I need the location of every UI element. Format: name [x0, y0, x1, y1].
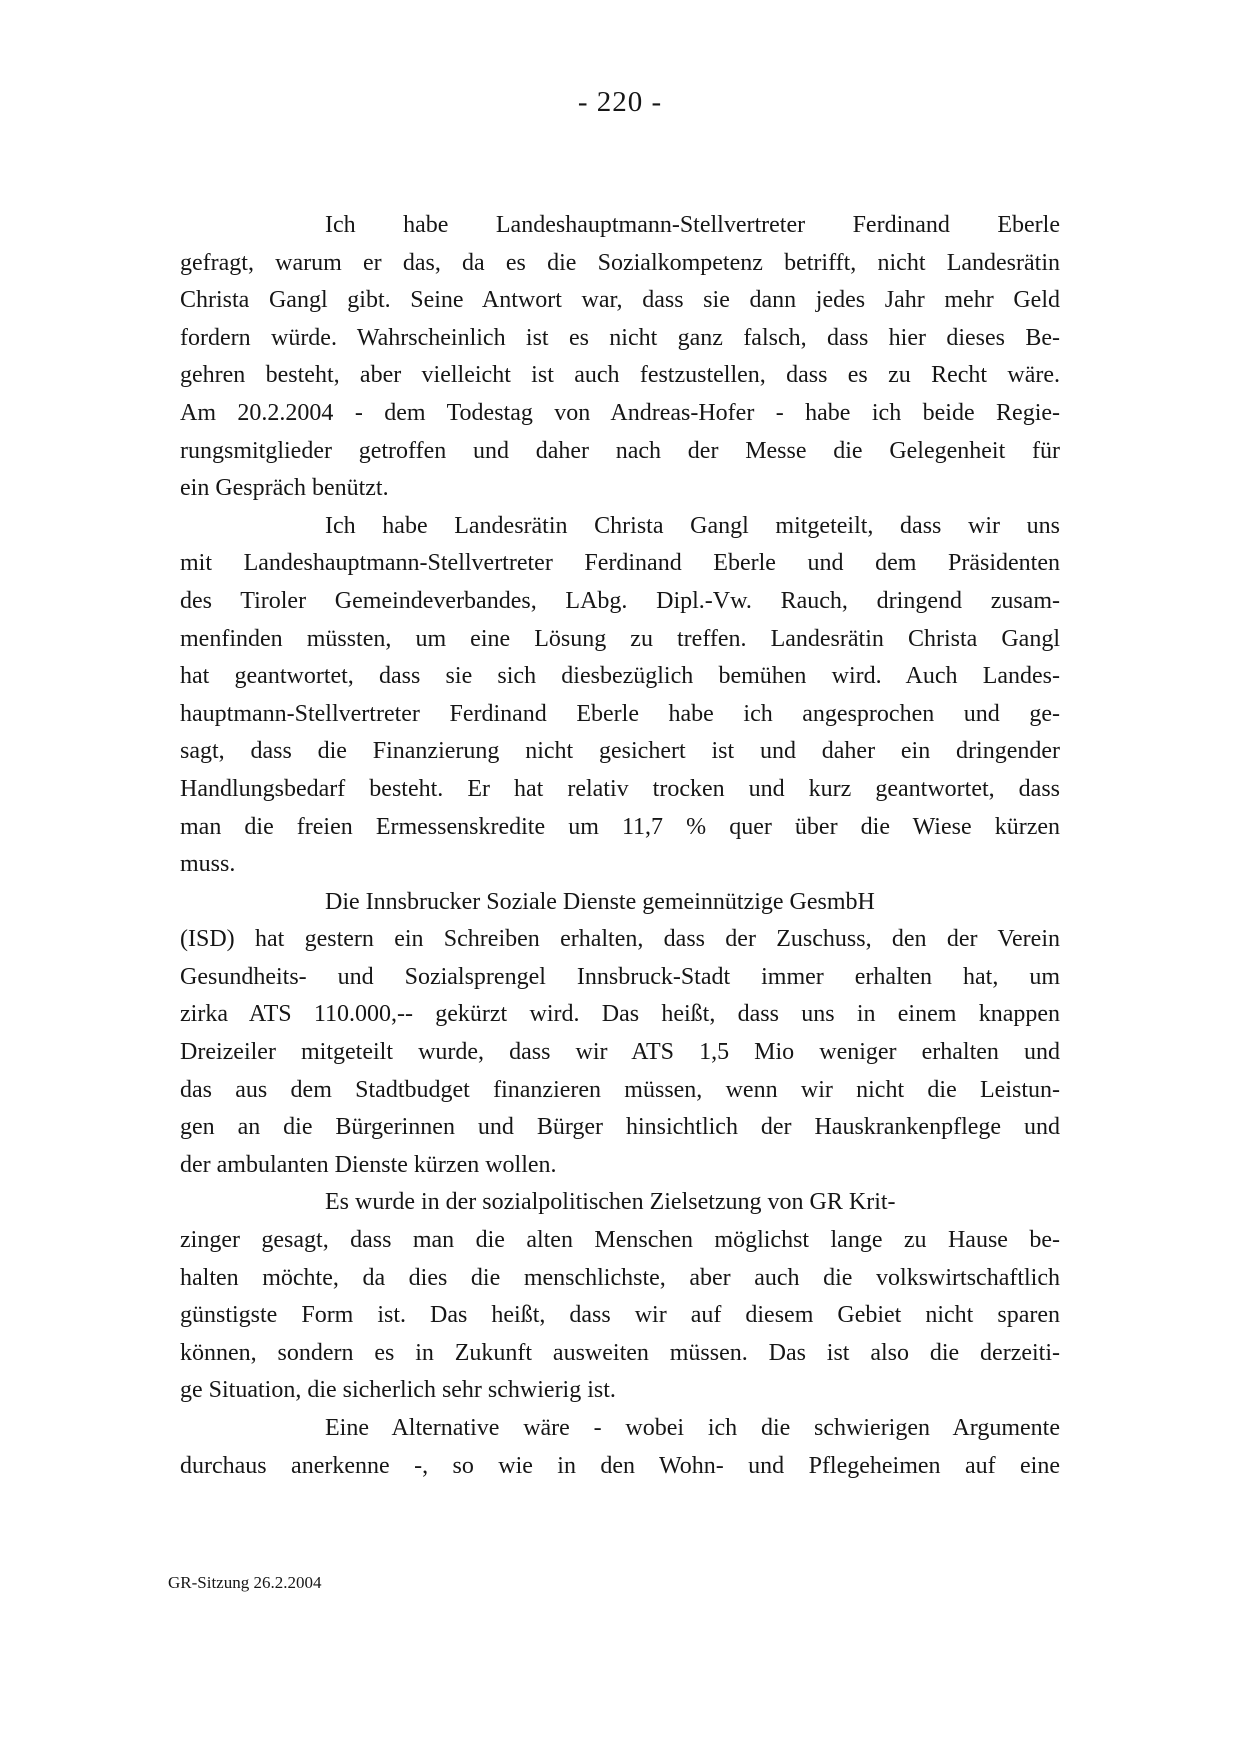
text-line: zinger gesagt, dass man die alten Menschen möglichst lange zu Hause be-	[180, 1227, 1060, 1254]
page-number: - 220 -	[577, 86, 663, 118]
text-line: Ich habe Landeshauptmann-Stellvertreter Ferdinand Eberle	[325, 212, 1060, 238]
text-line: ge Situation, die sicherlich sehr schwierig ist.	[180, 1377, 616, 1404]
text-line: Dreizeiler mitgeteilt wurde, dass wir ATS 1,5 Mio weniger erhalten und	[180, 1039, 1060, 1066]
text-line: der ambulanten Dienste kürzen wollen.	[180, 1151, 557, 1178]
paragraph	[180, 207, 1060, 508]
text-line: durchaus anerkenne -, so wie in den Wohn- und Pflegeheimen auf eine	[180, 1452, 1060, 1479]
text-line: man die freien Ermessenskredite um 11,7 % quer über die Wiese kürzen	[180, 813, 1060, 840]
text-line: fordern würde. Wahrscheinlich ist es nicht ganz falsch, dass hier dieses Be-	[180, 324, 1060, 351]
text-line: rungsmitglieder getroffen und daher nach der Messe die Gelegenheit für	[180, 437, 1060, 464]
text-line: mit Landeshauptmann-Stellvertreter Ferdinand Eberle und dem Präsidenten	[180, 550, 1060, 577]
paragraph	[180, 1410, 1060, 1485]
text-line: halten möchte, da dies die menschlichste, aber auch die volkswirtschaftlich	[180, 1264, 1060, 1291]
paragraph	[180, 508, 1060, 884]
text-line: Es wurde in der sozialpolitischen Zielsetzung von GR Krit-	[325, 1189, 896, 1216]
text-line: (ISD) hat gestern ein Schreiben erhalten, dass der Zuschuss, den der Verein	[180, 926, 1060, 953]
text-line: hauptmann-Stellvertreter Ferdinand Eberle habe ich angesprochen und ge-	[180, 700, 1060, 727]
text-line: das aus dem Stadtbudget finanzieren müssen, wenn wir nicht die Leistun-	[180, 1076, 1060, 1103]
text-line: Eine Alternative wäre - wobei ich die schwierigen Argumente	[325, 1415, 1060, 1441]
text-line: muss.	[180, 851, 236, 878]
text-line: des Tiroler Gemeindeverbandes, LAbg. Dipl.-Vw. Rauch, dringend zusam-	[180, 587, 1060, 614]
document-body	[180, 207, 1060, 1485]
paragraph	[180, 1184, 1060, 1410]
paragraph	[180, 884, 1060, 1185]
text-line: hat geantwortet, dass sie sich diesbezüglich bemühen wird. Auch Landes-	[180, 663, 1060, 690]
text-line: günstigste Form ist. Das heißt, dass wir auf diesem Gebiet nicht sparen	[180, 1302, 1060, 1329]
text-line: Christa Gangl gibt. Seine Antwort war, dass sie dann jedes Jahr mehr Geld	[180, 287, 1060, 314]
text-line: Am 20.2.2004 - dem Todestag von Andreas-Hofer - habe ich beide Regie-	[180, 399, 1060, 426]
text-line: Gesundheits- und Sozialsprengel Innsbruck-Stadt immer erhalten hat, um	[180, 963, 1060, 990]
text-line: sagt, dass die Finanzierung nicht gesichert ist und daher ein dringender	[180, 738, 1060, 765]
text-line: Ich habe Landesrätin Christa Gangl mitgeteilt, dass wir uns	[325, 512, 1060, 539]
text-line: Handlungsbedarf besteht. Er hat relativ trocken und kurz geantwortet, dass	[180, 775, 1060, 802]
text-line: können, sondern es in Zukunft ausweiten müssen. Das ist also die derzeiti-	[180, 1339, 1060, 1366]
page-footer: GR-Sitzung 26.2.2004	[168, 1573, 322, 1592]
text-line: menfinden müssten, um eine Lösung zu treffen. Landesrätin Christa Gangl	[180, 625, 1060, 652]
text-line: gen an die Bürgerinnen und Bürger hinsichtlich der Hauskrankenpflege und	[180, 1114, 1060, 1141]
text-line: Die Innsbrucker Soziale Dienste gemeinnützige GesmbH	[325, 888, 875, 915]
text-line: zirka ATS 110.000,-- gekürzt wird. Das heißt, dass uns in einem knappen	[180, 1001, 1060, 1028]
text-line: ein Gespräch benützt.	[180, 475, 389, 502]
text-line: gehren besteht, aber vielleicht ist auch festzustellen, dass es zu Recht wäre.	[180, 362, 1060, 389]
text-line: gefragt, warum er das, da es die Sozialkompetenz betrifft, nicht Landesrätin	[180, 249, 1060, 276]
